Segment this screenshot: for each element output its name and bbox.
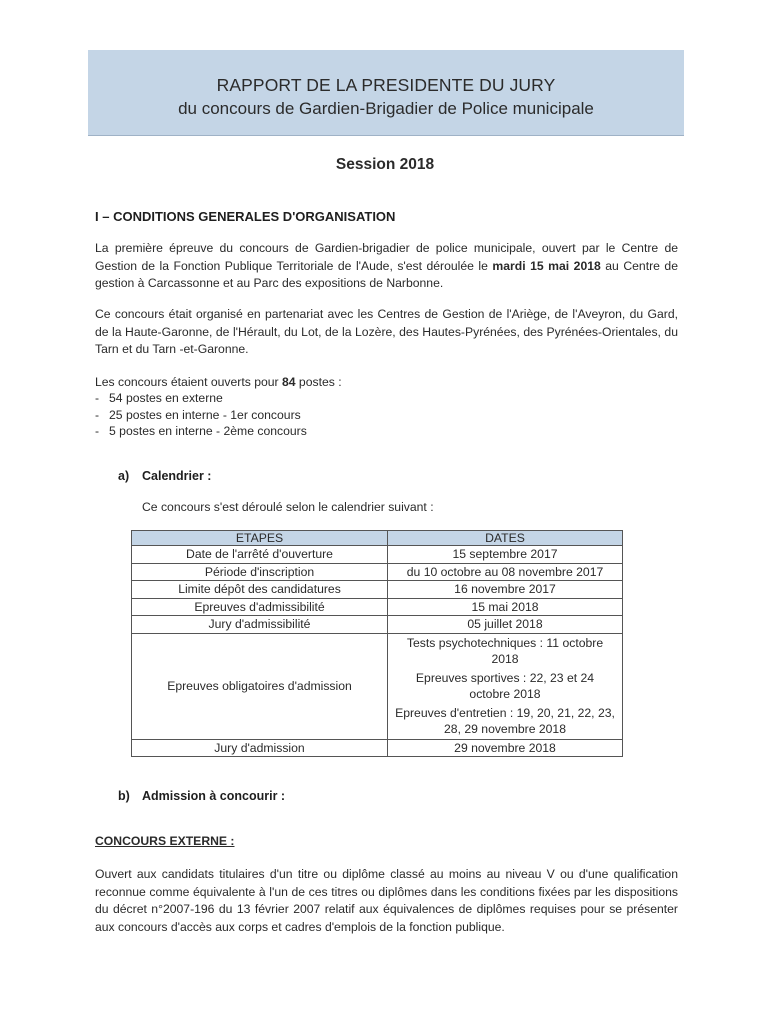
- etape-cell: Période d'inscription: [132, 563, 388, 581]
- admission-heading: b) Admission à concourir :: [118, 789, 286, 803]
- table-row: [132, 616, 623, 634]
- paragraph-first-exam: La première épreuve du concours de Gardien-brigadier de police municipale, ouvert par le Centre de Gestion de la Fonction Publique Territoriale de l'Aude, s'est déroulée le mardi 15 mai 2018 au Centre de gestion à Carcassonne et au Parc des expositions de Narbonne.: [95, 241, 678, 290]
- calendrier-intro: Ce concours s'est déroulé selon le calendrier suivant :: [142, 500, 434, 514]
- report-header: [88, 50, 684, 136]
- date-line: Epreuves sportives : 22, 23 et 24 octobre 2018: [415, 670, 595, 701]
- column-header-dates: DATES: [388, 531, 623, 546]
- etape-cell: Jury d'admission: [132, 739, 388, 757]
- exam-date: mardi 15 mai 2018: [492, 258, 601, 273]
- postes-list: [95, 390, 307, 440]
- postes-total: 84: [281, 375, 296, 389]
- etape-cell: Date de l'arrêté d'ouverture: [132, 546, 388, 564]
- etape-cell: Limite dépôt des candidatures: [132, 581, 388, 599]
- table-row: [132, 563, 623, 581]
- etape-cell: Epreuves obligatoires d'admission: [132, 633, 388, 739]
- table-row: [132, 598, 623, 616]
- section-title: I – CONDITIONS GENERALES D'ORGANISATION: [95, 209, 396, 224]
- paragraph-postes: Les concours étaient ouverts pour 84 postes :: [95, 375, 342, 389]
- date-line: Tests psychotechniques : 11 octobre 2018: [406, 635, 604, 666]
- externe-paragraph: Ouvert aux candidats titulaires d'un titre ou diplôme classé au moins au niveau V ou d'une qualification reconnue comme équivalente à l'un de ces titres ou diplômes dans les conditions fixées par les dispositions du décret n°2007-196 du 13 février 2007 relatif aux équivalences de diplômes requises pour se présenter aux concours d'accès aux corps et cadres d'emplois de la fonction publique.: [95, 867, 678, 934]
- table-row: [132, 581, 623, 599]
- calendar-table: [131, 530, 623, 757]
- table-row: [132, 633, 623, 739]
- date-cell: 15 septembre 2017: [388, 546, 623, 564]
- etape-cell: Epreuves d'admissibilité: [132, 598, 388, 616]
- column-header-etapes: ETAPES: [132, 531, 388, 546]
- date-cell: 05 juillet 2018: [388, 616, 623, 634]
- date-cell: 16 novembre 2017: [388, 581, 623, 599]
- table-header-row: [132, 531, 623, 546]
- list-item: - 54 postes en externe: [95, 390, 307, 407]
- report-title: RAPPORT DE LA PRESIDENTE DU JURY: [216, 75, 556, 95]
- date-cell: 15 mai 2018: [388, 598, 623, 616]
- paragraph-partners: Ce concours était organisé en partenariat avec les Centres de Gestion de l'Ariège, de l'Aveyron, du Gard, de la Haute-Garonne, de l'Hérault, du Lot, de la Lozère, des Hautes-Pyrénées, des Pyrénées-Orientales, du Tarn et du Tarn -et-Garonne.: [95, 307, 678, 356]
- session-title: Session 2018: [335, 156, 435, 173]
- date-line: Epreuves d'entretien : 19, 20, 21, 22, 23, 28, 29 novembre 2018: [395, 705, 615, 736]
- externe-heading: CONCOURS EXTERNE :: [95, 834, 235, 848]
- calendrier-heading: a) Calendrier :: [118, 469, 212, 483]
- date-cell: 29 novembre 2018: [388, 739, 623, 757]
- list-item: - 5 postes en interne - 2ème concours: [95, 423, 307, 440]
- table-row: [132, 739, 623, 757]
- date-cell: du 10 octobre au 08 novembre 2017: [388, 563, 623, 581]
- etape-cell: Jury d'admissibilité: [132, 616, 388, 634]
- list-item: - 25 postes en interne - 1er concours: [95, 407, 307, 424]
- date-cell: [388, 633, 623, 739]
- report-subtitle: du concours de Gardien-Brigadier de Police municipale: [178, 99, 594, 118]
- table-row: [132, 546, 623, 564]
